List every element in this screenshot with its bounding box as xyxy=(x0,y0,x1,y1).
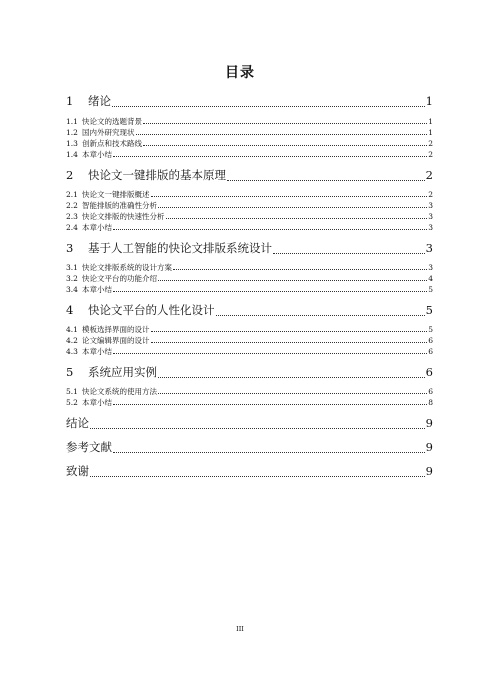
toc-entry-page: 3 xyxy=(428,201,433,210)
toc-entry-label xyxy=(66,335,150,346)
toc-entry-label xyxy=(66,462,89,480)
toc-entry[interactable] xyxy=(66,363,433,381)
toc-entry-text: 本章小结 xyxy=(82,285,112,294)
toc-entry-label xyxy=(66,211,165,222)
dot-leader xyxy=(143,123,427,124)
toc-entry-label xyxy=(66,363,157,381)
toc-entry-page: 1 xyxy=(425,94,433,108)
toc-entry-number: 4.3 xyxy=(66,347,78,356)
toc-entry-number: 3.2 xyxy=(66,274,78,283)
toc-entry-text: 创新点和技术路线 xyxy=(82,139,142,148)
toc-entry-page: 5 xyxy=(428,285,433,294)
toc-entry[interactable] xyxy=(66,335,433,346)
toc-entry-page: 5 xyxy=(428,325,433,334)
toc-entry-page: 3 xyxy=(428,212,433,221)
toc-entry-number: 3 xyxy=(66,241,74,255)
toc-entry-page: 9 xyxy=(425,464,433,478)
dot-leader xyxy=(173,269,427,270)
toc-entry[interactable] xyxy=(66,166,433,184)
toc-entry[interactable] xyxy=(66,414,433,432)
toc-entry-text: 系统应用实例 xyxy=(88,365,157,379)
dot-leader xyxy=(158,207,427,208)
toc-entry[interactable] xyxy=(66,200,433,211)
dot-leader xyxy=(166,218,428,219)
toc-entry[interactable] xyxy=(66,324,433,335)
toc-entry-page: 2 xyxy=(428,139,433,148)
toc-entry-text: 本章小结 xyxy=(82,223,112,232)
toc-entry-number: 2.2 xyxy=(66,201,78,210)
toc-entry-text: 参考文献 xyxy=(66,440,112,454)
toc-entry-label xyxy=(66,301,215,319)
toc-entry-number: 5 xyxy=(66,365,74,379)
dot-leader xyxy=(113,229,427,230)
toc-entry-page: 3 xyxy=(428,223,433,232)
toc-entry[interactable] xyxy=(66,301,433,319)
dot-leader xyxy=(112,106,425,107)
toc-entry-label xyxy=(66,166,226,184)
toc-entry-page: 6 xyxy=(428,347,433,356)
toc-entry[interactable] xyxy=(66,284,433,295)
dot-leader xyxy=(113,291,427,292)
toc-entry-page: 9 xyxy=(425,416,433,430)
toc-title: 目录 xyxy=(225,65,255,81)
toc-entry[interactable] xyxy=(66,211,433,222)
dot-leader xyxy=(90,476,425,477)
toc-entry-label xyxy=(66,92,111,110)
toc-entry-number: 4 xyxy=(66,303,74,317)
dot-leader xyxy=(113,404,427,405)
toc-entry-text: 快论文平台的人性化设计 xyxy=(88,303,215,317)
dot-leader xyxy=(151,342,428,343)
toc-entry-label xyxy=(66,149,112,160)
dot-leader xyxy=(113,353,427,354)
toc-entry-page: 2 xyxy=(425,168,433,182)
toc-entry-number: 1.2 xyxy=(66,128,78,137)
toc-entry-label xyxy=(66,127,135,138)
toc-entry[interactable] xyxy=(66,127,433,138)
toc-entry-page: 3 xyxy=(425,241,433,255)
toc-entry-text: 智能排版的准确性分析 xyxy=(82,201,157,210)
toc-entry-text: 本章小结 xyxy=(82,398,112,407)
toc-entry-label xyxy=(66,273,157,284)
toc-entry-page: 6 xyxy=(428,336,433,345)
toc-entry-text: 模板选择界面的设计 xyxy=(82,325,150,334)
toc-entry-label xyxy=(66,346,112,357)
toc-entry[interactable] xyxy=(66,386,433,397)
toc-entry-text: 基于人工智能的快论文排版系统设计 xyxy=(88,241,272,255)
dot-leader xyxy=(158,280,427,281)
toc-entry[interactable] xyxy=(66,239,433,257)
toc-entry-number: 2.3 xyxy=(66,212,78,221)
toc-entry-page: 1 xyxy=(428,117,433,126)
toc-entry-page: 9 xyxy=(425,440,433,454)
toc-entry-label xyxy=(66,138,142,149)
page-number: III xyxy=(236,625,244,633)
toc-entry-page: 1 xyxy=(428,128,433,137)
toc-entry-number: 3.1 xyxy=(66,263,78,272)
toc-entry-label xyxy=(66,386,157,397)
toc-entry-page: 2 xyxy=(428,150,433,159)
toc-entry-number: 4.1 xyxy=(66,325,78,334)
toc-entry-text: 快论文的选题背景 xyxy=(82,117,142,126)
toc-entry-text: 快论文一键排版的基本原理 xyxy=(88,168,226,182)
toc-entry-label xyxy=(66,414,89,432)
dot-leader xyxy=(273,253,425,254)
toc-entry-number: 4.2 xyxy=(66,336,78,345)
toc-entry[interactable] xyxy=(66,222,433,233)
dot-leader xyxy=(113,452,425,453)
toc-entry-page: 5 xyxy=(425,303,433,317)
toc-entry[interactable] xyxy=(66,346,433,357)
dot-leader xyxy=(158,377,425,378)
toc-entry-page: 6 xyxy=(428,387,433,396)
toc-entry-number: 5.1 xyxy=(66,387,78,396)
toc-entry-label xyxy=(66,200,157,211)
toc-entry-text: 快论文排版的快速性分析 xyxy=(82,212,165,221)
toc-entry-text: 快论文平台的功能介绍 xyxy=(82,274,157,283)
toc-entry-text: 快论文排版系统的设计方案 xyxy=(82,263,172,272)
toc-entry-label xyxy=(66,262,172,273)
toc-entry-number: 1.3 xyxy=(66,139,78,148)
dot-leader xyxy=(90,428,425,429)
toc-entry-text: 国内外研究现状 xyxy=(82,128,135,137)
dot-leader xyxy=(151,196,428,197)
toc-entry-label xyxy=(66,189,150,200)
toc-entry-page: 8 xyxy=(428,398,433,407)
dot-leader xyxy=(143,145,427,146)
toc-entry-text: 致谢 xyxy=(66,464,89,478)
toc-entry-page: 2 xyxy=(428,190,433,199)
dot-leader xyxy=(113,156,427,157)
dot-leader xyxy=(227,180,425,181)
toc-entry-label xyxy=(66,239,272,257)
toc-entry[interactable] xyxy=(66,189,433,200)
toc-entry[interactable] xyxy=(66,462,433,480)
toc-entry-text: 本章小结 xyxy=(82,150,112,159)
toc-entry-text: 本章小结 xyxy=(82,347,112,356)
toc-entry-number: 1.1 xyxy=(66,117,78,126)
toc-entry[interactable] xyxy=(66,273,433,284)
toc-entry-number: 2.4 xyxy=(66,223,78,232)
toc-entry-number: 1.4 xyxy=(66,150,78,159)
toc-entry[interactable] xyxy=(66,149,433,160)
toc-entry[interactable] xyxy=(66,116,433,127)
toc-entry-text: 论文编辑界面的设计 xyxy=(82,336,150,345)
toc-entry-label xyxy=(66,324,150,335)
toc-entry-text: 快论文系统的使用方法 xyxy=(82,387,157,396)
dot-leader xyxy=(216,315,425,316)
toc-entry-text: 结论 xyxy=(66,416,89,430)
toc-entry-label xyxy=(66,284,112,295)
toc-entry[interactable] xyxy=(66,138,433,149)
toc-entry-number: 3.4 xyxy=(66,285,78,294)
toc-entry[interactable] xyxy=(66,438,433,456)
toc-entry-page: 3 xyxy=(428,263,433,272)
toc-entry-label xyxy=(66,116,142,127)
toc-entry-number: 5.2 xyxy=(66,398,78,407)
dot-leader xyxy=(151,331,428,332)
toc-entry-label xyxy=(66,397,112,408)
toc-entry[interactable] xyxy=(66,397,433,408)
toc-entry-number: 2 xyxy=(66,168,74,182)
toc-entry-page: 4 xyxy=(428,274,433,283)
toc-entry-text: 绪论 xyxy=(88,94,111,108)
toc-entry-page: 6 xyxy=(425,365,433,379)
toc-entry[interactable] xyxy=(66,92,433,110)
toc-entry-label xyxy=(66,222,112,233)
toc-entry-label xyxy=(66,438,112,456)
dot-leader xyxy=(136,134,428,135)
toc-entry-number: 2.1 xyxy=(66,190,78,199)
toc-entry-number: 1 xyxy=(66,94,74,108)
toc-entry-text: 快论文一键排版概述 xyxy=(82,190,150,199)
dot-leader xyxy=(158,393,427,394)
toc-entry[interactable] xyxy=(66,262,433,273)
